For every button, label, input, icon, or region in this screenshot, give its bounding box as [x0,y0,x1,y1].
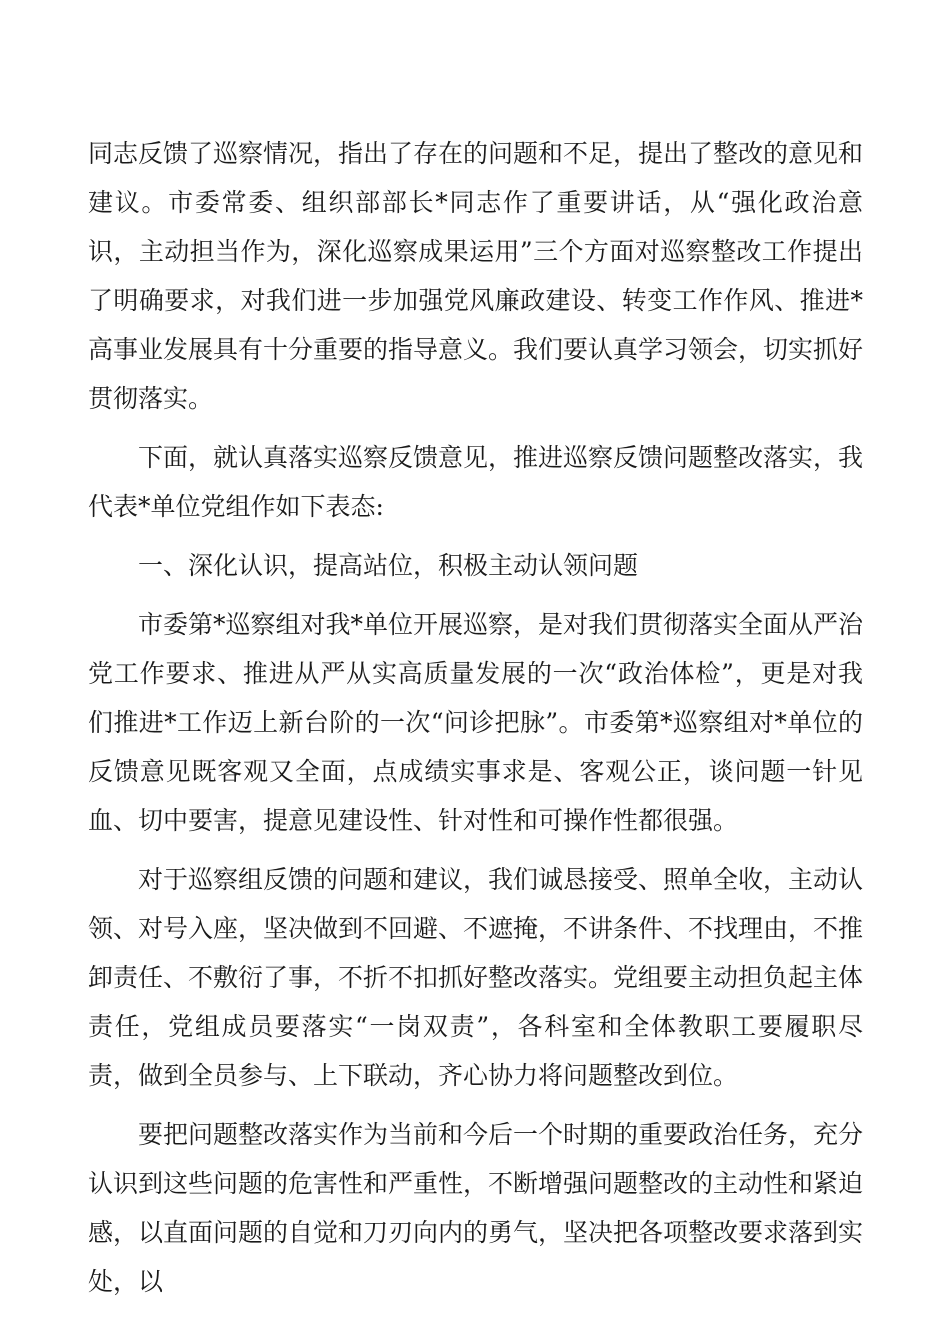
paragraph-statement-intro: 下面，就认真落实巡察反馈意见，推进巡察反馈问题整改落实，我代表*单位党组作如下表态: [88,443,864,521]
section-heading: 一、深化认识，提高站位，积极主动认领问题 [138,551,639,580]
document-body [88,129,863,1306]
paragraph-acceptance: 对于巡察组反馈的问题和建议，我们诚恳接受、照单全收，主动认领、对号入座，坚决做到不回避、不遮掩，不讲条件、不找理由，不推卸责任、不敷衍了事，不折不扣抓好整改落实。党组要主动担负起主体责任，党组成员要落实“一岗双责”，各科室和全体教职工要履职尽责，做到全员参与、上下联动，齐心协力将问题整改到位。 [88,865,864,1090]
paragraph-continuation: 同志反馈了巡察情况，指出了存在的问题和不足，提出了整改的意见和建议。市委常委、组织部部长*同志作了重要讲话，从“强化政治意识，主动担当作为，深化巡察成果运用”三个方面对巡察整改工作提出了明确要求，对我们进一步加强党风廉政建设、转变工作作风、推进*高事业发展具有十分重要的指导意义。我们要认真学习领会，切实抓好贯彻落实。 [88,139,864,413]
paragraph-rectification: 要把问题整改落实作为当前和今后一个时期的重要政治任务，充分认识到这些问题的危害性和严重性，不断增强问题整改的主动性和紧迫感，以直面问题的自觉和刀刃向内的勇气，坚决把各项整改要求落到实处，以 [88,1120,864,1296]
paragraph-inspection: 市委第*巡察组对我*单位开展巡察，是对我们贯彻落实全面从严治党工作要求、推进从严从实高质量发展的一次“政治体检”，更是对我们推进*工作迈上新台阶的一次“问诊把脉”。市委第*巡察组对*单位的反馈意见既客观又全面，点成绩实事求是、客观公正，谈问题一针见血、切中要害，提意见建设性、针对性和可操作性都很强。 [88,610,864,835]
